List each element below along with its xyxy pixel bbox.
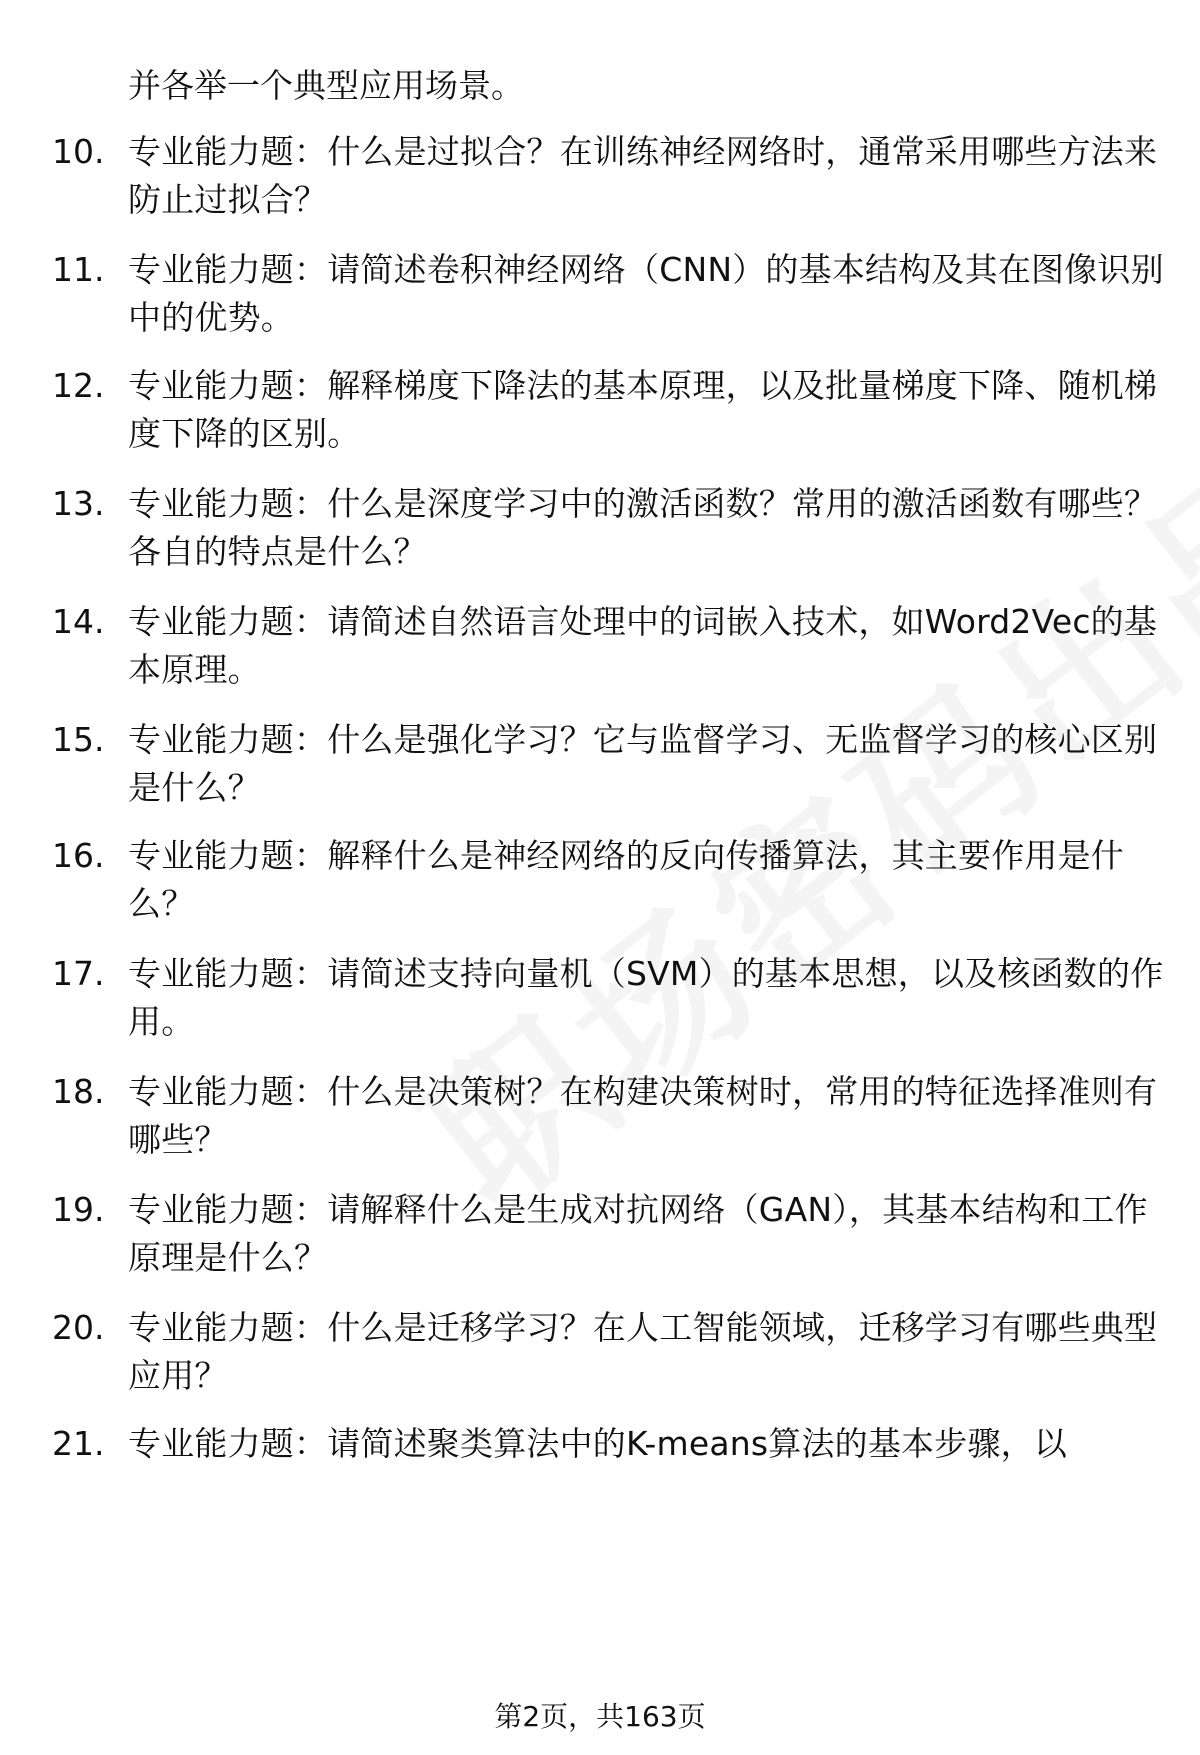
question-text: 专业能力题：什么是强化学习？它与监督学习、无监督学习的核心区别是什么？ xyxy=(128,720,1158,807)
question-number: 21. xyxy=(52,1424,105,1463)
question-text: 专业能力题：什么是决策树？在构建决策树时，常用的特征选择准则有哪些？ xyxy=(128,1072,1158,1159)
question-number: 19. xyxy=(52,1190,105,1229)
question-item xyxy=(0,1068,1200,1168)
question-text: 专业能力题：解释梯度下降法的基本原理，以及批量梯度下降、随机梯度下降的区别。 xyxy=(128,366,1158,453)
question-number: 16. xyxy=(52,836,105,875)
question-number: 11. xyxy=(52,250,105,289)
question-item xyxy=(0,598,1200,698)
question-text: 专业能力题：什么是过拟合？在训练神经网络时，通常采用哪些方法来防止过拟合？ xyxy=(128,132,1158,219)
question-number: 10. xyxy=(52,132,105,171)
question-text: 专业能力题：什么是迁移学习？在人工智能领域，迁移学习有哪些典型应用？ xyxy=(128,1308,1158,1395)
question-text: 专业能力题：请简述支持向量机（SVM）的基本思想，以及核函数的作用。 xyxy=(128,954,1164,1041)
question-item xyxy=(0,362,1200,462)
question-item xyxy=(0,246,1200,346)
question-item xyxy=(0,1304,1200,1404)
question-text: 专业能力题：解释什么是神经网络的反向传播算法，其主要作用是什么？ xyxy=(128,836,1124,923)
question-item xyxy=(0,716,1200,816)
question-item xyxy=(0,1186,1200,1286)
continued-text: 并各举一个典型应用场景。 xyxy=(128,66,524,105)
question-number: 18. xyxy=(52,1072,105,1111)
question-text: 专业能力题：什么是深度学习中的激活函数？常用的激活函数有哪些？各自的特点是什么？ xyxy=(128,484,1158,571)
question-item xyxy=(0,480,1200,580)
question-text: 专业能力题：请解释什么是生成对抗网络（GAN），其基本结构和工作原理是什么？ xyxy=(128,1190,1148,1277)
question-number: 15. xyxy=(52,720,105,759)
question-number: 12. xyxy=(52,366,105,405)
question-number: 14. xyxy=(52,602,105,641)
question-item xyxy=(0,128,1200,228)
question-text: 专业能力题：请简述卷积神经网络（CNN）的基本结构及其在图像识别中的优势。 xyxy=(128,250,1164,337)
question-text: 专业能力题：请简述聚类算法中的K-means算法的基本步骤，以 xyxy=(128,1424,1068,1463)
question-number: 13. xyxy=(52,484,105,523)
question-number: 20. xyxy=(52,1308,105,1347)
question-item xyxy=(0,1420,1200,1472)
question-item xyxy=(0,950,1200,1050)
question-item xyxy=(0,832,1200,932)
question-text: 专业能力题：请简述自然语言处理中的词嵌入技术，如Word2Vec的基本原理。 xyxy=(128,602,1158,689)
page-footer: 第2页，共163页 xyxy=(494,1700,706,1733)
question-number: 17. xyxy=(52,954,105,993)
